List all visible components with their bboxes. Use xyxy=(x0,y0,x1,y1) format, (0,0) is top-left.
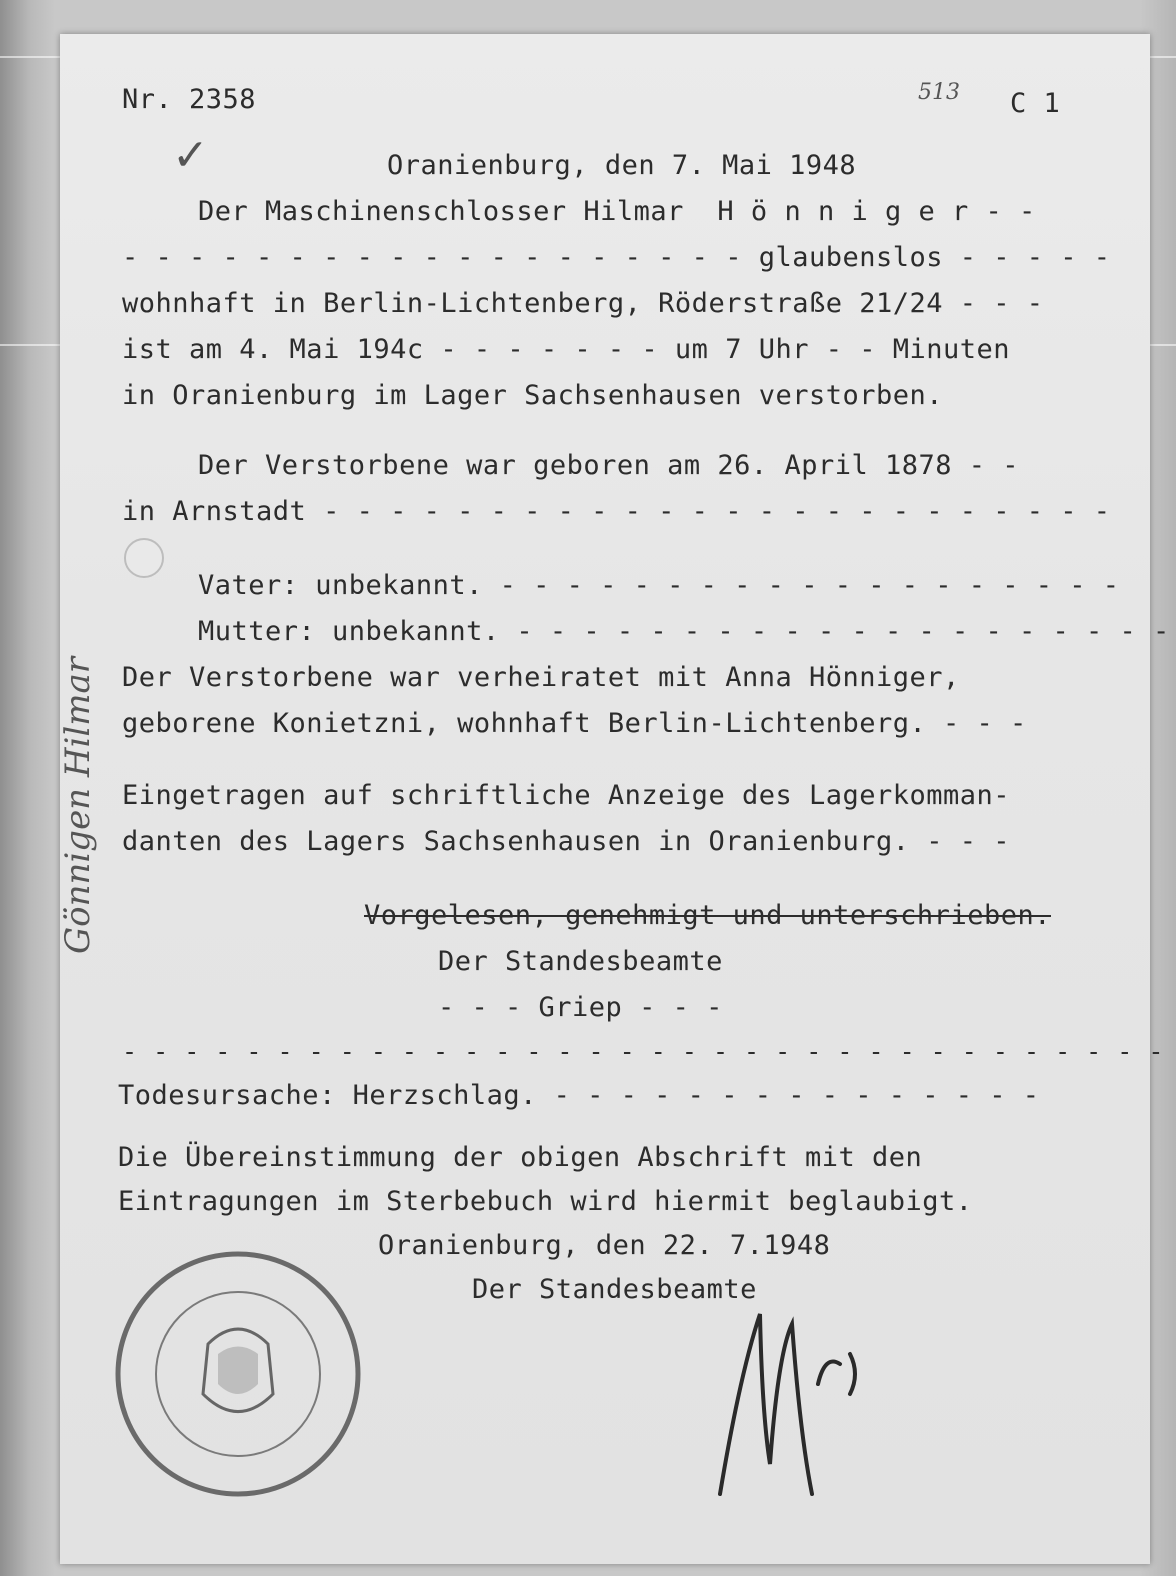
certificate-page xyxy=(58,34,1170,1564)
margin-note-handwritten: Gönnigen Hilmar xyxy=(58,656,98,954)
handwritten-page-number: 513 xyxy=(918,80,960,105)
text-line: geborene Konietzni, wohnhaft Berlin-Lichtenberg. - - - xyxy=(122,708,1027,739)
text-line: wohnhaft in Berlin-Lichtenberg, Röderstraße 21/24 - - - xyxy=(122,288,1044,319)
certification-text: Eintragungen im Sterbebuch wird hiermit beglaubigt. xyxy=(118,1186,973,1217)
text-line: Eingetragen auf schriftliche Anzeige des Lagerkomman- xyxy=(122,780,1011,811)
certification-official-title: Der Standesbeamte xyxy=(472,1274,757,1305)
page-marks: C 1 xyxy=(1010,88,1061,119)
official-title: Der Standesbeamte xyxy=(438,946,723,977)
text-line: Vater: unbekannt. - - - - - - - - - - - - - - - - - - - xyxy=(198,570,1120,601)
cause-of-death: Todesursache: Herzschlag. - - - - - - - - - - - - - - - xyxy=(118,1080,1040,1111)
text-line: danten des Lagers Sachsenhausen in Oranienburg. - - - xyxy=(122,826,1011,857)
signature xyxy=(700,1294,880,1514)
official-name: - - - Griep - - - xyxy=(438,992,723,1023)
text-line: Der Verstorbene war geboren am 26. April 1878 - - xyxy=(198,450,1020,481)
text-line: Der Maschinenschlosser Hilmar H ö n n i g e r - - xyxy=(198,196,1036,227)
official-stamp xyxy=(108,1244,368,1504)
text-line: Der Verstorbene war verheiratet mit Anna Hönniger, xyxy=(122,662,960,693)
check-mark-icon: ✓ xyxy=(172,130,209,181)
document-number: Nr. 2358 xyxy=(122,84,257,115)
certification-text: Die Übereinstimmung der obigen Abschrift mit den xyxy=(118,1142,923,1173)
text-line: in Arnstadt - - - - - - - - - - - - - - - - - - - - - - - - xyxy=(122,496,1111,527)
closing-formula: Vorgelesen, genehmigt und unterschrieben. xyxy=(364,900,1051,931)
certification-date: Oranienburg, den 22. 7.1948 xyxy=(378,1230,831,1261)
text-line: ist am 4. Mai 194c - - - - - - - um 7 Uhr - - Minuten xyxy=(122,334,1011,365)
text-line: - - - - - - - - - - - - - - - - - - - glaubenslos - - - - - xyxy=(122,242,1111,273)
text-line: Mutter: unbekannt. - - - - - - - - - - - - - - - - - - - - xyxy=(198,616,1170,647)
separator-line: - - - - - - - - - - - - - - - - - - - - - - - - - - - - - - - - - - xyxy=(122,1037,1164,1066)
text-line: in Oranienburg im Lager Sachsenhausen verstorben. xyxy=(122,380,944,411)
place-date: Oranienburg, den 7. Mai 1948 xyxy=(387,150,857,181)
punch-hole xyxy=(124,538,164,578)
